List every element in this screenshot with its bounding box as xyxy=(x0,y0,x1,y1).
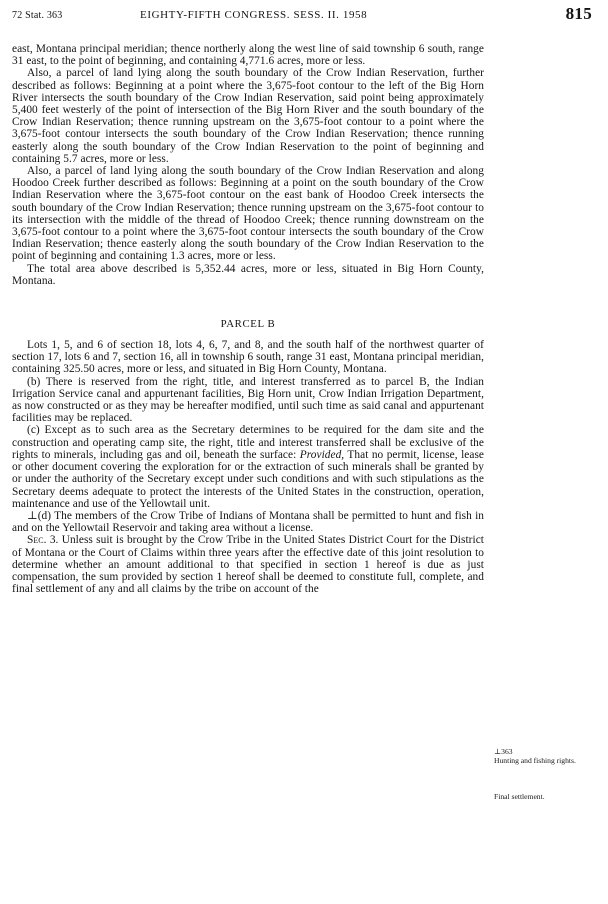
paragraph-parcel-south-boundary: Also, a parcel of land lying along the south boundary of the Crow Indian Reservation, further described as follows: Beginning at a point where the 3,675-foot contour to the left of the Big Horn River intersects the south boundary of the Crow Indian Reservation, said point being approximately 5,400 feet westerly of the point of intersection of the Big Horn River and the south boundary of the Crow Indian Reservation; thence running upstream on the 3,675-foot contour to a point where the 3,675-foot contour intersects the south boundary of the Crow Indian Reservation; thence running easterly along the south boundary of the Crow Indian Reservation to the point of beginning and containing 5.7 acres, more or less. xyxy=(12,67,484,165)
body-text xyxy=(12,43,484,595)
paragraph-parcel-hoodoo-creek: Also, a parcel of land lying along the south boundary of the Crow Indian Reservation and along Hoodoo Creek further described as follows: Beginning at a point on the south boundary of the Crow Indian Reservation where the 3,675-foot contour on the east bank of Hoodoo Creek intersects the south boundary of the Crow Indian Reservation; thence running upstream on the 3,675-foot contour to its intersection with the middle of the thread of Hoodoo Creek; thence running downstream on the 3,675-foot contour to a point where the 3,675-foot contour intersects the south boundary of the Crow Indian Reservation; thence easterly along the south boundary of the Crow Indian Reservation to the point of beginning and containing 1.3 acres, more or less. xyxy=(12,165,484,263)
paragraph-total-area: The total area above described is 5,352.44 acres, more or less, situated in Big Horn County, Montana. xyxy=(12,262,484,287)
margin-note-settlement-text: Final settlement. xyxy=(494,792,545,801)
paragraph-c-minerals xyxy=(12,424,484,509)
margin-note-hunting-text: Hunting and fishing rights. xyxy=(494,755,576,765)
paragraph-b-reservation: (b) There is reserved from the right, title, and interest transferred as to parcel B, the Indian Irrigation Service canal and appurtenant facilities, Big Horn unit, Crow Indian Irrigation Department, as now constructed or as they may be hereafter modified, until such time as said canal and appurtenant facilities may be replaced. xyxy=(12,375,484,425)
margin-note-settlement xyxy=(494,793,606,802)
paragraph-d-hunting: ⊥(d) The members of the Crow Tribe of Indians of Montana shall be permitted to hunt and fish in and on the Yellowtail Reservoir and taking area without a license. xyxy=(12,509,484,535)
c-text-before: (c) Except as to such area as the Secretary determines to be required for the dam site and the construction and operating camp site, the right, title and interest transferred shall be exclusive of the rights to minerals, including gas and oil, beneath the surface: xyxy=(12,424,484,461)
paragraph-continuation: east, Montana principal meridian; thence northerly along the west line of said township 6 south, range 31 east, to the point of beginning, and containing 4,771.6 acres, more or less. xyxy=(12,43,484,68)
statute-citation: 72 Stat. 363 xyxy=(12,10,63,21)
c-provided-italic: Provided, xyxy=(299,448,345,461)
margin-note-hunting xyxy=(494,748,606,765)
margin-note-reference: ⊥363 xyxy=(494,747,513,756)
paragraph-sec3 xyxy=(12,534,484,595)
section-spacer xyxy=(12,287,484,318)
section-label: Sec. 3. xyxy=(27,534,59,547)
c-text-after: That no permit, license, lease or other document covering the exploration for or the extraction of such minerals shall be granted by or under the authority of the Secretary except under such conditions and with such stipulations as the Secretary deems adequate to protect the interests of the United States in the construction, operation, maintenance and use of the Yellowtail unit. xyxy=(12,448,484,510)
running-title: EIGHTY-FIFTH CONGRESS. SESS. II. 1958 xyxy=(140,9,368,21)
paragraph-parcel-b-lots: Lots 1, 5, and 6 of section 18, lots 4, 6, 7, and 8, and the south half of the northwest quarter of section 17, lots 6 and 7, section 16, all in township 6 south, range 31 east, Montana principal meridian, containing 325.50 acres, more or less, and situated in Big Horn County, Montana. xyxy=(12,339,484,376)
page-header xyxy=(12,6,596,28)
heading-spacer xyxy=(12,331,484,339)
sec3-text: Unless suit is brought by the Crow Tribe in the United States District Court for the District of Montana or the Court of Claims within three years after the effective date of this joint resolution to determine whether an amount additional to that specified in section 1 hereof is due as just compensation, the sum provided by section 1 hereof shall be deemed to constitute full, complete, and final settlement of any and all claims by the tribe on account of the xyxy=(12,534,484,596)
parcel-b-heading: PARCEL B xyxy=(220,318,276,331)
page-number: 815 xyxy=(565,4,592,23)
